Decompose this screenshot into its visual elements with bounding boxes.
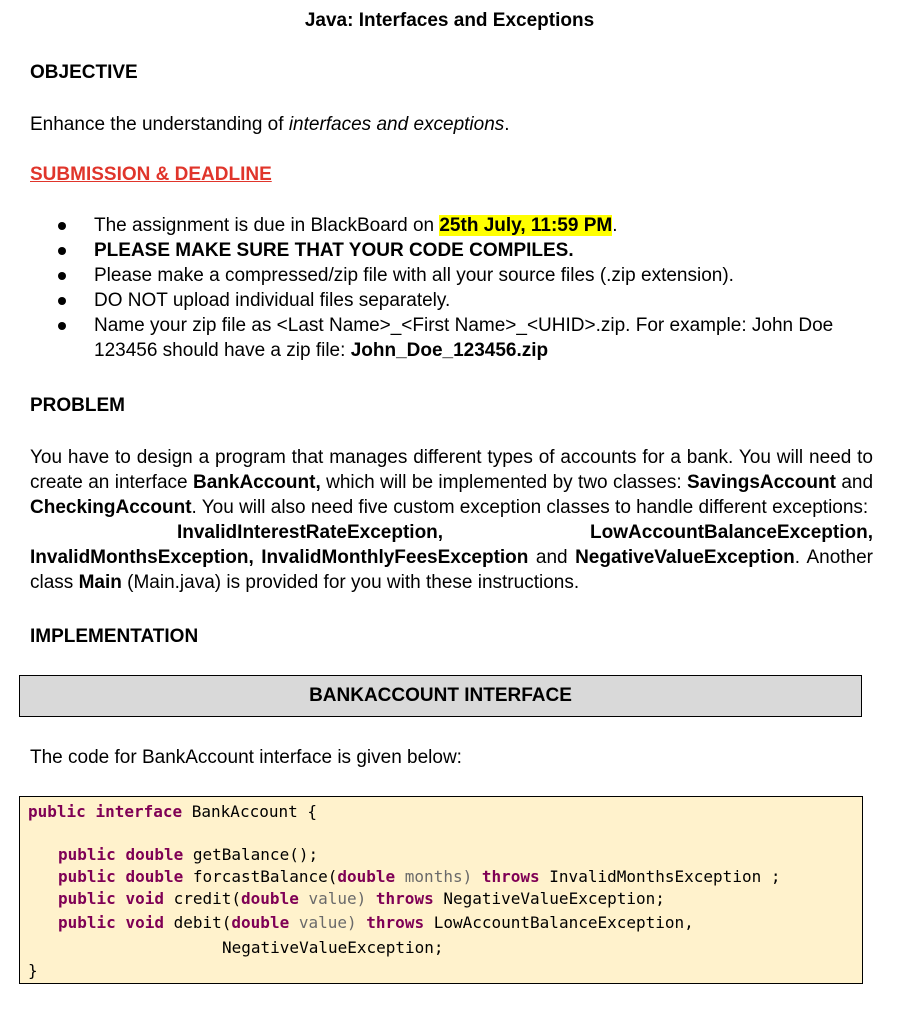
bullet-naming-example: John_Doe_123456.zip <box>350 340 549 361</box>
objective-text <box>30 114 510 136</box>
code-line-decl: public interface BankAccount { <box>28 802 317 821</box>
submission-bullets <box>54 213 854 363</box>
problem-para-start: You have to design a program that manages different types of accounts for a bank. You will need to create an interface BankAccount, which will be implemented by two classes: SavingsAccount and CheckingAccount. You will also need five custom exception classes to handle different exceptions: <box>30 447 874 518</box>
submission-heading: SUBMISSION & DEADLINE <box>30 164 272 185</box>
code-line-getbalance: public double getBalance(); <box>58 845 319 864</box>
bullet-dot-icon <box>58 297 66 305</box>
bullet-dot-icon <box>58 247 66 255</box>
objective-suffix: . <box>504 114 510 135</box>
savings-term: SavingsAccount <box>687 472 836 493</box>
bullet-compiles <box>54 238 854 263</box>
objective-italic: interfaces and exceptions <box>288 114 505 135</box>
bullet-zip-text: Please make a compressed/zip file with all your source files (.zip extension). <box>94 265 734 286</box>
bullet-no-individual-text: DO NOT upload individual files separately. <box>94 290 451 311</box>
bullet-no-individual <box>54 288 854 313</box>
code-line-forcast: public double forcastBalance(double months) throws InvalidMonthsException ; <box>58 867 781 886</box>
code-intro: The code for BankAccount interface is given below: <box>30 747 462 768</box>
bankaccount-term: BankAccount, <box>193 472 321 493</box>
code-line-debit-cont: NegativeValueException; <box>222 938 444 957</box>
bullet-dot-icon <box>58 222 66 230</box>
problem-text <box>30 445 873 595</box>
code-block <box>19 796 863 984</box>
bullet-deadline <box>54 213 854 238</box>
objective-prefix: Enhance the understanding of <box>30 114 289 135</box>
ex-invalid-interest: InvalidInterestRateException, <box>176 522 444 543</box>
section-banner: BANKACCOUNT INTERFACE <box>19 675 862 717</box>
ex-low-balance: LowAccountBalanceException, <box>590 522 873 543</box>
bullet-deadline-prefix: The assignment is due in BlackBoard on <box>94 215 440 236</box>
ex-negative-value: NegativeValueException <box>575 547 795 568</box>
main-term: Main <box>78 572 122 593</box>
problem-heading: PROBLEM <box>30 395 125 416</box>
deadline-highlight: 25th July, 11:59 PM <box>439 215 613 236</box>
bullet-naming-text: Name your zip file as <Last Name>_<First Name>_<UHID>.zip. For example: John Doe 123456 should have a zip file: <box>94 315 834 361</box>
problem-para-end: InvalidMonthsException, InvalidMonthlyFeesException and NegativeValueException. Another class Main (Main.java) is provided for you with these instructions. <box>30 547 873 593</box>
objective-heading: OBJECTIVE <box>30 62 138 83</box>
code-line-close: } <box>28 961 38 980</box>
ex-months-fees: InvalidMonthsException, InvalidMonthlyFeesException <box>30 547 529 568</box>
bullet-deadline-suffix: . <box>612 215 618 236</box>
bullet-naming <box>54 313 854 363</box>
doc-title: Java: Interfaces and Exceptions <box>304 10 595 31</box>
problem-exceptions-line <box>30 520 873 545</box>
code-line-debit: public void debit(double value) throws LowAccountBalanceException, <box>58 913 694 932</box>
bullet-dot-icon <box>58 322 66 330</box>
checking-term: CheckingAccount <box>30 497 192 518</box>
code-line-credit: public void credit(double value) throws NegativeValueException; <box>58 889 665 908</box>
bullet-zip <box>54 263 854 288</box>
implementation-heading: IMPLEMENTATION <box>30 626 199 647</box>
bullet-dot-icon <box>58 272 66 280</box>
bullet-compiles-text: PLEASE MAKE SURE THAT YOUR CODE COMPILES. <box>94 240 574 261</box>
